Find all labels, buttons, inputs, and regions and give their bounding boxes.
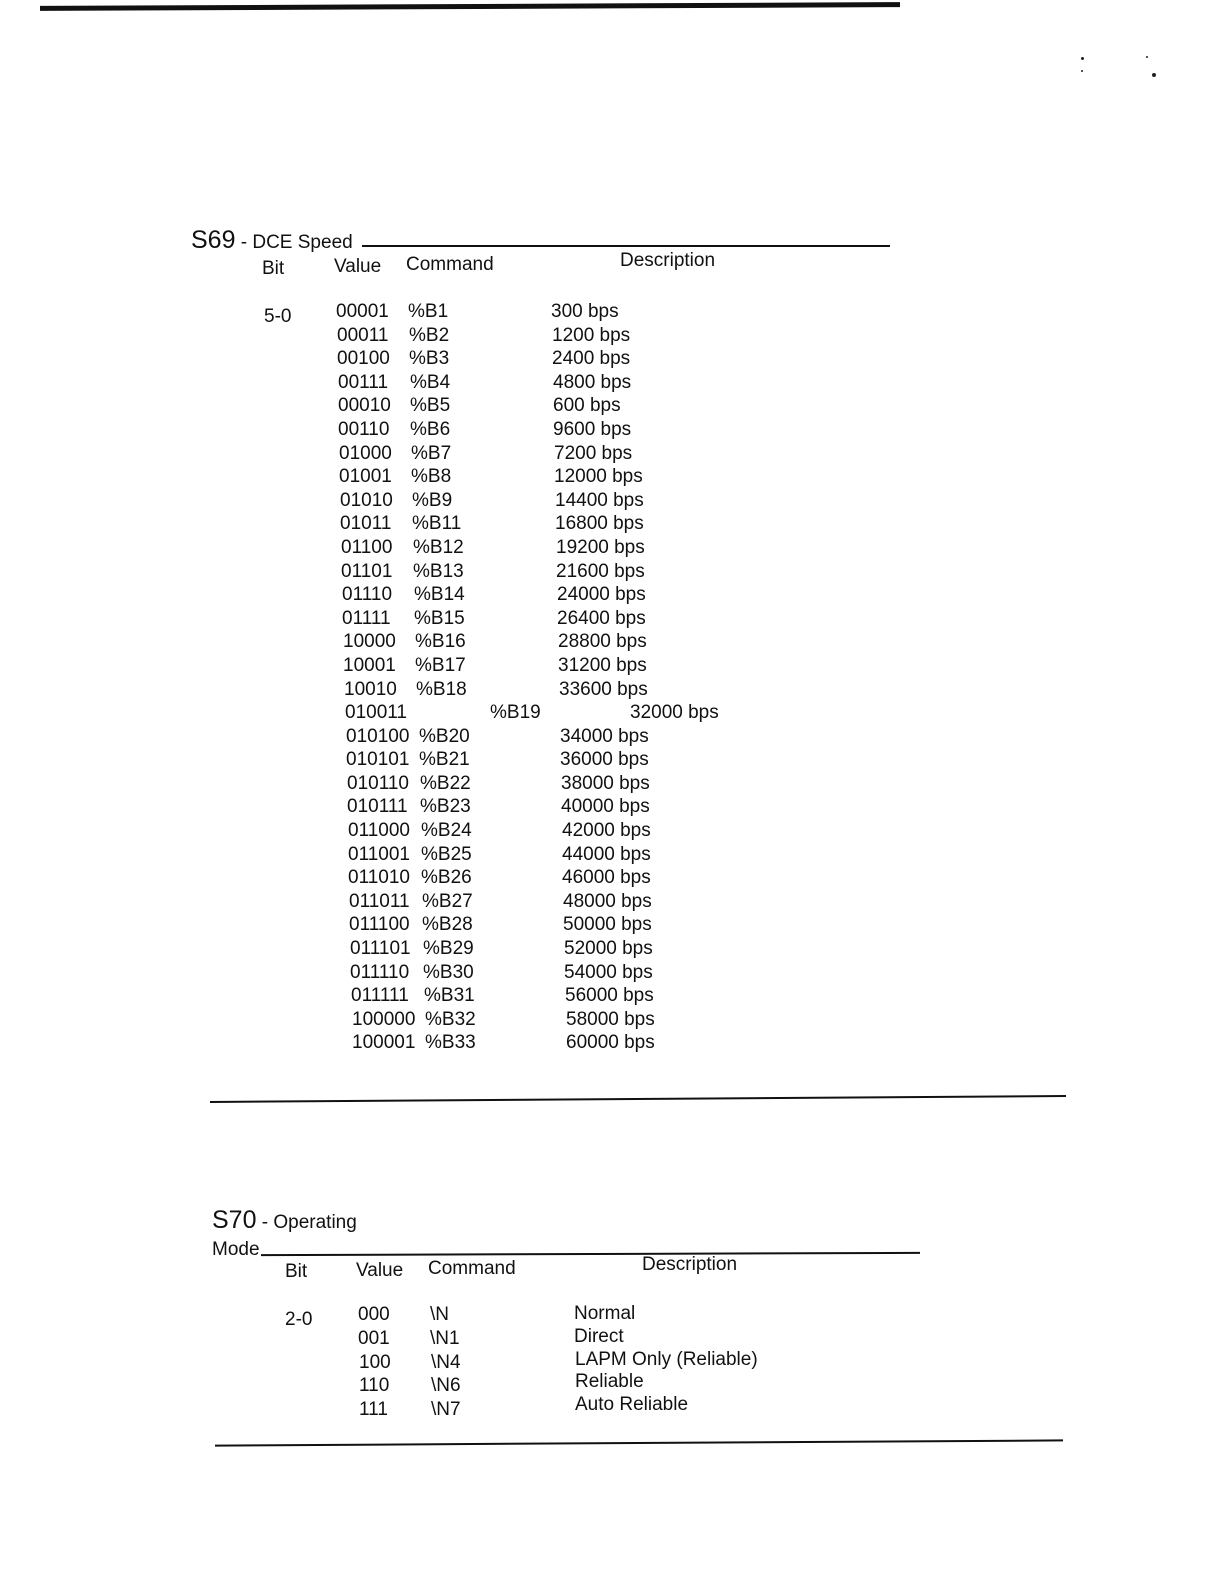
row-command: %B17 — [415, 654, 466, 676]
row-description: 7200 bps — [554, 442, 633, 464]
row-command: %B3 — [409, 348, 450, 370]
row-command: %B13 — [413, 560, 464, 582]
row-command: %B8 — [411, 466, 452, 488]
row-value: 111 — [359, 1399, 388, 1421]
table-row — [342, 583, 756, 607]
row-description: 1200 bps — [552, 324, 631, 346]
table-row — [352, 1008, 756, 1032]
s70-title — [212, 1206, 357, 1235]
s70-header-bit: Bit — [285, 1261, 308, 1282]
table-row — [349, 913, 756, 937]
row-value: 00010 — [338, 395, 391, 417]
row-value: 100001 — [352, 1032, 416, 1054]
row-command: %B14 — [414, 584, 465, 606]
scan-speck — [1146, 56, 1148, 58]
row-command: %B30 — [423, 961, 474, 983]
row-value: 010101 — [346, 749, 410, 771]
table-row — [346, 725, 756, 749]
row-description: 52000 bps — [564, 938, 653, 960]
row-description: Reliable — [575, 1371, 644, 1393]
table-row — [338, 371, 756, 395]
row-description: 44000 bps — [562, 843, 651, 865]
row-value: 010111 — [347, 796, 408, 818]
table-row — [338, 394, 756, 418]
row-description: 31200 bps — [558, 654, 647, 676]
table-row — [348, 866, 756, 890]
row-description: 26400 bps — [557, 607, 646, 629]
row-command: %B9 — [412, 489, 453, 511]
row-command: %B27 — [422, 890, 473, 912]
row-description: Direct — [574, 1325, 624, 1347]
row-description: 12000 bps — [554, 466, 643, 488]
row-description: Normal — [574, 1303, 636, 1324]
table-row — [340, 489, 756, 513]
s69-code: S69 — [191, 226, 236, 254]
row-description: 9600 bps — [553, 418, 632, 440]
row-description: 36000 bps — [560, 749, 649, 771]
table-row — [345, 701, 756, 725]
row-description: 38000 bps — [561, 772, 650, 794]
row-command: %B24 — [421, 820, 472, 842]
row-description: 14400 bps — [555, 489, 644, 511]
table-row — [340, 512, 756, 536]
table-row — [336, 300, 756, 324]
table-row — [341, 536, 756, 560]
row-value: 011010 — [348, 867, 410, 889]
row-value: 10000 — [343, 631, 396, 653]
row-command: %B1 — [408, 301, 449, 322]
s69-header-bit: Bit — [262, 258, 285, 279]
row-description: 60000 bps — [566, 1032, 655, 1054]
table-row — [351, 984, 756, 1008]
row-value: 011110 — [350, 961, 410, 983]
row-command: %B23 — [420, 796, 471, 818]
table-row — [346, 748, 756, 772]
s70-name: - Operating — [256, 1212, 357, 1233]
row-description: 16800 bps — [555, 513, 644, 535]
row-value: 011101 — [350, 938, 411, 960]
row-command: %B31 — [424, 985, 475, 1007]
row-value: 01001 — [339, 466, 392, 488]
top-scan-rule — [40, 2, 900, 11]
row-value: 00001 — [336, 301, 389, 322]
row-value: 000 — [358, 1304, 390, 1325]
row-value: 011111 — [351, 985, 409, 1007]
s70-title-rule — [261, 1252, 920, 1256]
row-command: %B12 — [413, 536, 464, 558]
row-command: %B26 — [421, 867, 472, 889]
row-command: %B33 — [425, 1032, 476, 1054]
row-description: 19200 bps — [556, 536, 645, 558]
s70-code: S70 — [212, 1206, 257, 1234]
s70-header-command: Command — [428, 1258, 516, 1279]
table-row — [359, 1394, 798, 1422]
row-description: 46000 bps — [562, 867, 651, 889]
row-value: 01010 — [340, 489, 393, 511]
row-command: %B32 — [425, 1008, 476, 1030]
row-value: 00111 — [338, 371, 389, 393]
table-row — [347, 772, 756, 796]
s69-header-description: Description — [620, 250, 716, 271]
row-command: %B16 — [415, 631, 466, 653]
row-value: 01000 — [339, 442, 392, 464]
row-command: %B25 — [421, 843, 472, 865]
table-row — [348, 819, 756, 843]
table-row — [358, 1303, 798, 1327]
row-description: 28800 bps — [558, 631, 647, 653]
table-row — [337, 347, 756, 371]
row-description: LAPM Only (Reliable) — [575, 1348, 758, 1370]
row-value: 011000 — [348, 820, 410, 842]
row-value: 010011 — [345, 702, 407, 724]
row-command: %B15 — [414, 607, 465, 629]
row-command: \N7 — [431, 1399, 461, 1421]
row-command: %B22 — [420, 772, 471, 794]
s69-title-rule — [362, 245, 890, 247]
table-row — [348, 843, 756, 867]
row-value: 011011 — [349, 890, 410, 912]
row-value: 100000 — [352, 1008, 416, 1030]
table-row — [343, 654, 756, 678]
s70-bottom-rule — [215, 1439, 1063, 1446]
s69-title — [191, 226, 353, 255]
row-value: 01111 — [342, 607, 391, 629]
row-command: %B6 — [410, 418, 451, 440]
table-row — [347, 795, 756, 819]
row-command: %B21 — [419, 749, 470, 771]
row-command: \N6 — [431, 1375, 461, 1397]
row-value: 00100 — [337, 348, 390, 370]
row-description: 42000 bps — [562, 820, 651, 842]
table-row — [344, 678, 756, 702]
row-description: Auto Reliable — [575, 1394, 689, 1416]
row-value: 001 — [358, 1327, 390, 1349]
row-description: 50000 bps — [563, 914, 652, 936]
table-row — [337, 324, 756, 348]
s70-header-value: Value — [356, 1260, 404, 1281]
s70-bit-range: 2-0 — [285, 1309, 313, 1330]
table-row — [343, 630, 756, 654]
row-description: 32000 bps — [630, 702, 719, 724]
row-description: 2400 bps — [552, 348, 631, 370]
row-command: %B19 — [490, 702, 541, 724]
row-description: 4800 bps — [553, 371, 632, 393]
row-command: %B11 — [412, 513, 462, 535]
table-row — [338, 418, 756, 442]
s69-bottom-rule — [210, 1095, 1066, 1103]
row-command: %B20 — [419, 725, 470, 747]
row-command: %B28 — [422, 914, 473, 936]
table-row — [350, 961, 756, 985]
table-row — [342, 607, 756, 631]
row-description: 40000 bps — [561, 796, 650, 818]
row-command: %B2 — [409, 324, 450, 346]
row-description: 56000 bps — [565, 985, 654, 1007]
row-value: 011100 — [349, 914, 410, 936]
s70-header-description: Description — [642, 1254, 738, 1275]
row-command: \N4 — [431, 1351, 461, 1373]
row-description: 600 bps — [553, 395, 621, 417]
row-command: %B4 — [410, 371, 451, 393]
row-description: 21600 bps — [556, 560, 645, 582]
row-value: 01011 — [340, 513, 392, 535]
table-row — [352, 1031, 756, 1055]
row-command: %B29 — [423, 938, 474, 960]
row-value: 01100 — [341, 536, 393, 558]
scan-speck — [1152, 73, 1156, 77]
row-value: 100 — [359, 1351, 391, 1373]
table-row — [349, 890, 756, 914]
row-description: 24000 bps — [557, 584, 646, 606]
table-row — [339, 465, 756, 489]
s69-bit-range: 5-0 — [264, 306, 292, 327]
s69-header-command: Command — [406, 254, 494, 275]
s69-header-value: Value — [334, 256, 382, 277]
row-description: 33600 bps — [559, 678, 648, 700]
row-description: 34000 bps — [560, 725, 649, 747]
row-command: \N1 — [430, 1327, 460, 1349]
row-command: %B5 — [410, 395, 451, 417]
row-value: 00110 — [338, 418, 390, 440]
row-value: 10001 — [343, 654, 396, 676]
s69-name: - DCE Speed — [235, 232, 353, 253]
row-value: 00011 — [337, 324, 389, 346]
row-value: 010100 — [346, 725, 410, 747]
row-value: 011001 — [348, 843, 410, 865]
table-row — [341, 560, 756, 584]
scan-speck — [1081, 70, 1083, 72]
s69-table — [336, 300, 756, 1055]
table-row — [350, 937, 756, 961]
row-value: 010110 — [347, 772, 409, 794]
row-description: 48000 bps — [563, 890, 652, 912]
row-command: %B18 — [416, 678, 467, 700]
scan-speck — [1081, 57, 1084, 60]
row-description: 58000 bps — [566, 1008, 655, 1030]
row-description: 300 bps — [551, 301, 619, 322]
s70-table — [358, 1303, 798, 1422]
s70-name-line2: Mode — [212, 1239, 260, 1260]
row-command: %B7 — [411, 442, 452, 464]
row-value: 01110 — [342, 584, 393, 606]
row-value: 10010 — [344, 678, 397, 700]
row-description: 54000 bps — [564, 961, 653, 983]
row-command: \N — [430, 1304, 449, 1325]
row-value: 01101 — [341, 560, 393, 582]
table-row — [339, 442, 756, 466]
row-value: 110 — [359, 1375, 390, 1397]
